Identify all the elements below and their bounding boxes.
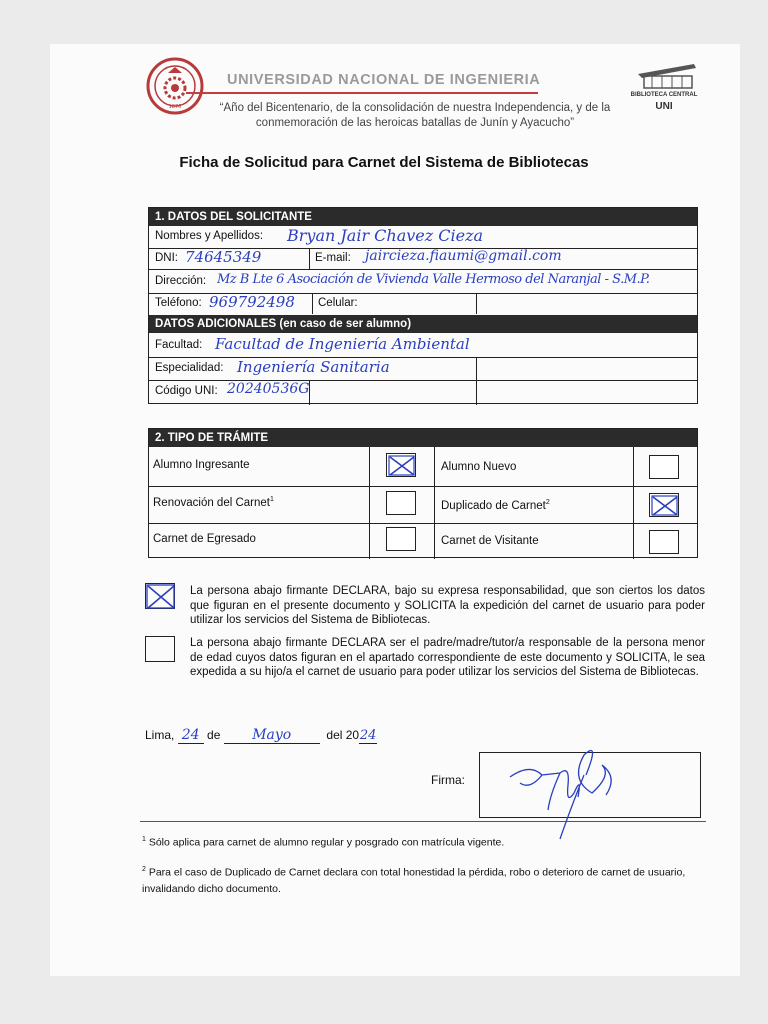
specialty-value[interactable]: Ingeniería Sanitaria: [237, 358, 390, 376]
dni-label: DNI:: [155, 252, 178, 264]
applicant-data-table: [148, 207, 698, 404]
code-value[interactable]: 20240536G: [227, 381, 310, 397]
additional-data-header: DATOS ADICIONALES (en caso de ser alumno): [149, 315, 697, 333]
procedure-type-table: [148, 428, 698, 558]
form-title: Ficha de Solicitud para Carnet del Sistema de Bibliotecas: [179, 154, 589, 171]
checkbox-egresado[interactable]: [386, 527, 416, 551]
declaration-text-1: La persona abajo firmante DECLARA, bajo su expresa responsabilidad, que son ciertos los datos que figuran en el presente documento y SOLICITA la expedición del carnet de usuario para poder utilizar los servicios del Sistema de Bibliotecas.: [190, 585, 705, 626]
option-label-egresado: Carnet de Egresado: [153, 533, 256, 545]
library-name: BIBLIOTECA CENTRAL: [630, 92, 698, 98]
svg-text:1876: 1876: [168, 104, 182, 110]
date-line: Lima, 24 de Mayo del 2024: [145, 727, 377, 743]
code-label: Código UNI:: [155, 385, 218, 397]
declaration-checkbox-1[interactable]: [145, 583, 175, 609]
checkbox-alumno-nuevo[interactable]: [649, 455, 679, 479]
date-month[interactable]: Mayo: [224, 727, 320, 744]
faculty-value[interactable]: Facultad de Ingeniería Ambiental: [215, 335, 470, 353]
name-value[interactable]: Bryan Jair Chavez Cieza: [287, 226, 484, 245]
option-label-nuevo: Alumno Nuevo: [441, 461, 517, 473]
option-label-duplicado: Duplicado de Carnet$^2$: [441, 499, 550, 512]
header-red-line: [186, 92, 538, 94]
university-name: UNIVERSIDAD NACIONAL DE INGENIERIA: [227, 72, 541, 88]
option-label-ingresante: Alumno Ingresante: [153, 459, 250, 471]
name-label: Nombres y Apellidos:: [155, 230, 264, 242]
checkbox-duplicado[interactable]: [649, 493, 679, 517]
faculty-label: Facultad:: [155, 339, 203, 351]
section2-header: 2. TIPO DE TRÁMITE: [149, 429, 697, 447]
mobile-label: Celular:: [318, 297, 358, 309]
footnote-1: $^1$ Sólo aplica para carnet de alumno regular y posgrado con matrícula vigente.: [142, 836, 505, 849]
motto: “Año del Bicentenario, de la consolidación de nuestra Independencia, y de la conmemoración de las heroicas batallas de Junín y Ayacucho”: [219, 102, 611, 129]
check-x-icon: [387, 454, 417, 478]
address-value[interactable]: Mz B Lte 6 Asociación de Vivienda Valle Hermoso del Naranjal - S.M.P.: [217, 272, 650, 287]
specialty-label: Especialidad:: [155, 362, 224, 374]
handwritten-signature: [500, 735, 625, 845]
checkbox-visitante[interactable]: [649, 530, 679, 554]
section1-header: 1. DATOS DEL SOLICITANTE: [149, 208, 697, 226]
phone-value[interactable]: 969792498: [209, 293, 295, 311]
check-x-icon: [650, 494, 680, 518]
declaration-checkbox-2[interactable]: [145, 636, 175, 662]
email-label: E-mail:: [315, 252, 351, 264]
university-seal-logo: [146, 55, 204, 117]
option-label-visitante: Carnet de Visitante: [441, 535, 539, 547]
option-label-renovacion: Renovación del Carnet$^1$: [153, 496, 274, 509]
library-uni-label: UNI: [655, 101, 673, 112]
email-value[interactable]: jaircieza.fiaumi@gmail.com: [365, 248, 562, 264]
dni-value[interactable]: 74645349: [185, 248, 262, 266]
signature-label: Firma:: [431, 773, 465, 787]
library-building-icon: [636, 58, 698, 90]
address-label: Dirección:: [155, 275, 207, 287]
date-day[interactable]: 24: [178, 727, 204, 744]
footnote-2: $^2$ Para el caso de Duplicado de Carnet declara con total honestidad la pérdida, robo o deterioro de carnet de usuario, invalidando dicho documento.: [142, 866, 686, 895]
check-x-icon: [146, 584, 176, 610]
date-year[interactable]: 24: [359, 728, 377, 743]
checkbox-renovacion[interactable]: [386, 491, 416, 515]
phone-label: Teléfono:: [155, 297, 202, 309]
declaration-text-2: La persona abajo firmante DECLARA ser el padre/madre/tutor/a responsable de la persona menor de edad cuyos datos figuran en el apartado correspondiente de este documento y SOLICITA, le sea expedida a su hijo/a el carnet de usuario para poder utilizar los servicios del Sistema de Bibliotecas.: [190, 637, 705, 678]
checkbox-alumno-ingresante[interactable]: [386, 453, 416, 477]
